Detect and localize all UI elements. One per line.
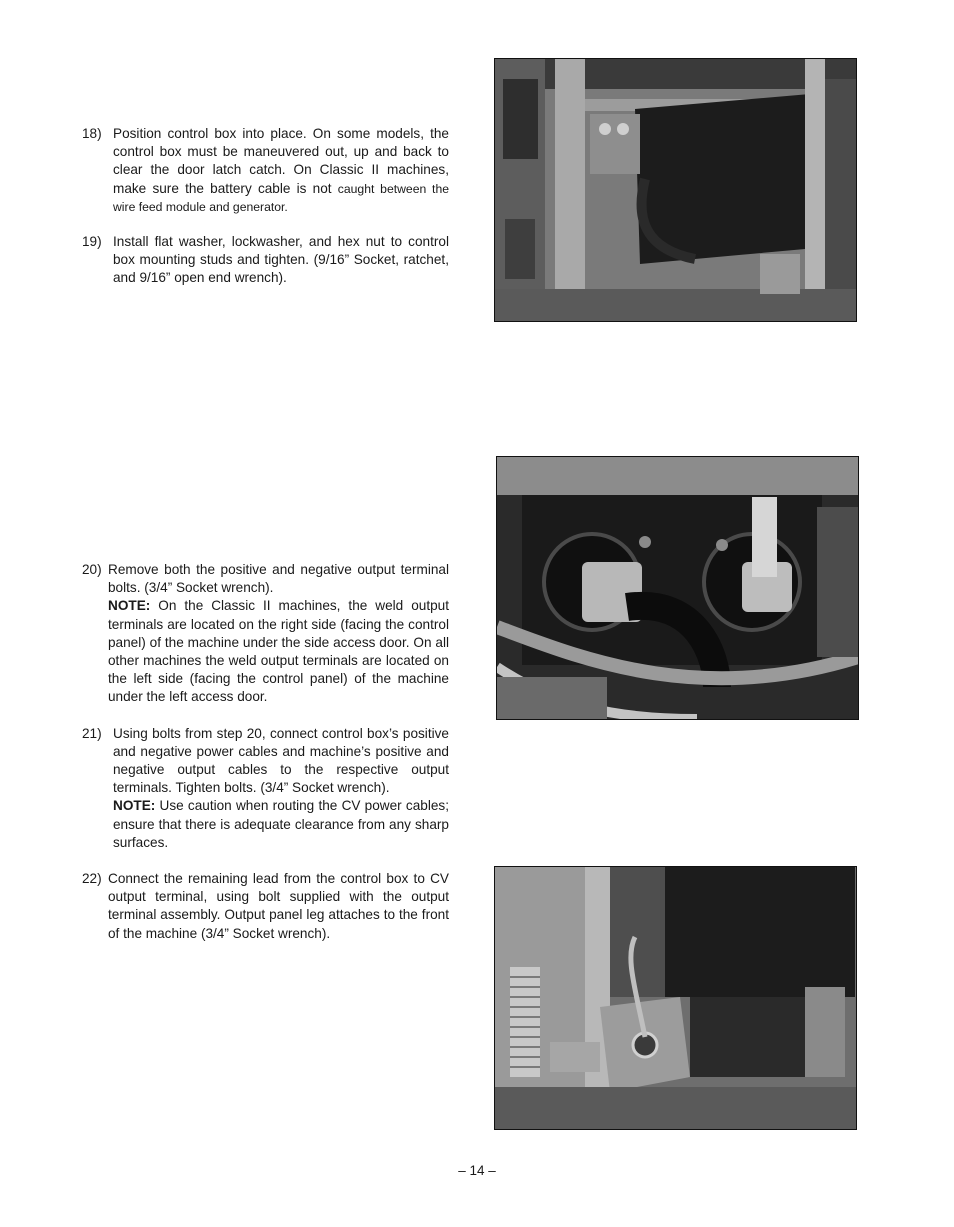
note-label: NOTE:	[113, 798, 156, 814]
step-20-note	[82, 597, 449, 706]
step-20	[82, 561, 449, 597]
step-text: Install flat washer, lockwasher, and hex nut to control box mounting studs and tighten. (9/16” Socket, ratchet, and 9/16” open end wrench).	[113, 234, 449, 286]
note-label: NOTE:	[108, 598, 151, 614]
step-text: Connect the remaining lead from the control box to CV output terminal, using bolt supplied with the output terminal assembly. Output panel leg attaches to the front of the machine (3/4” Socket wrench).	[108, 871, 449, 941]
step-18	[82, 125, 449, 216]
step-number: 19)	[82, 234, 102, 250]
step-number: 22)	[82, 871, 102, 887]
page-number: – 14 –	[458, 1163, 496, 1178]
note-text: Use caution when routing the CV power cables; ensure that there is adequate clearance from any sharp surfaces.	[113, 798, 449, 850]
step-text: Remove both the positive and negative output terminal bolts. (3/4” Socket wrench).	[108, 562, 449, 596]
step-text: Using bolts from step 20, connect control box’s positive and negative power cables and machine’s positive and negative output cables to the respective output terminals. Tighten bolts. (3/4” Socket wrench).	[113, 725, 449, 796]
step-number: 21)	[82, 725, 102, 741]
step-21-note	[82, 797, 449, 852]
note-text: On the Classic II machines, the weld output terminals are located on the right side (facing the control panel) of the machine under the side access door. On all other machines the weld output terminals are located on the left side (facing the control panel) of the machine under the left access door.	[108, 598, 449, 705]
step-number: 18)	[82, 126, 102, 141]
steps-18-19	[82, 125, 449, 288]
step-21	[82, 725, 449, 798]
step-number: 20)	[82, 562, 102, 577]
cv-output-terminal-photo	[494, 866, 857, 1130]
step-22	[82, 870, 449, 943]
step-19	[82, 233, 449, 288]
steps-20-22	[82, 561, 449, 943]
step-text: Position control box into place. On some models, the control box must be maneuvered out, up and back to clear the door latch catch. On Classic II machines, make sure the battery cable is not	[113, 126, 449, 196]
control-box-installed-photo	[494, 58, 857, 322]
output-terminal-bolts-photo	[496, 456, 859, 720]
step-text-small: caught between the wire feed module and generator.	[113, 181, 449, 214]
